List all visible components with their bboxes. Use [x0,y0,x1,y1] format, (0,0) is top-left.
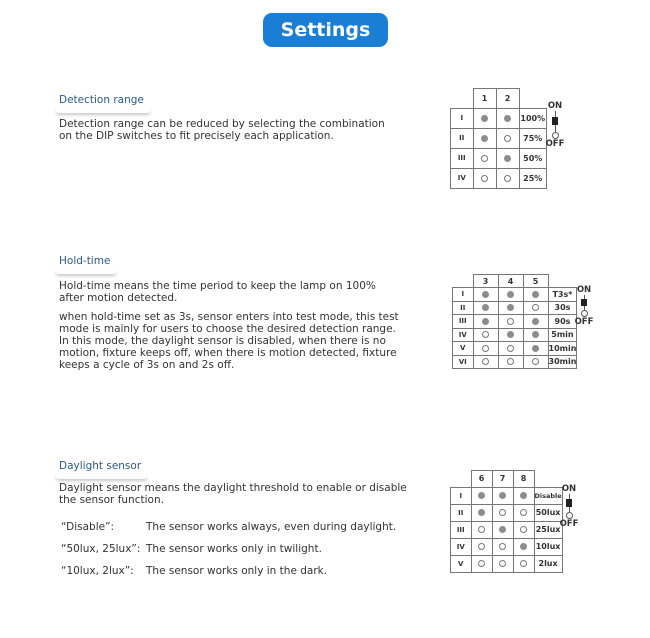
table-row [453,288,577,302]
switch-on-label: ON [576,285,592,295]
switch-state-cell [498,328,523,342]
hollow-dot-icon [532,304,539,311]
hollow-dot-icon [478,560,485,567]
filled-dot-icon [481,135,488,142]
table-row [453,328,577,342]
switch-number-header: 1 [473,89,496,109]
row-number-cell: VI [453,355,474,369]
switch-state-cell [471,555,492,572]
filled-dot-icon [520,492,527,499]
switch-state-cell [513,487,534,504]
hollow-dot-icon [504,175,511,182]
row-number-cell: IV [453,328,474,342]
switch-state-cell [523,288,548,302]
switch-state-cell [496,108,519,128]
hollow-dot-icon [507,358,514,365]
switch-on-label: ON [547,101,563,111]
switch-state-cell [473,128,496,148]
row-number-cell: III [453,315,474,329]
switch-number-header: 4 [498,275,523,288]
daylight-mode-key: “10lux, 2lux”: [61,565,134,577]
page-title: Settings [263,13,388,47]
switch-number-header: 3 [473,275,498,288]
switch-state-cell [496,148,519,168]
hollow-dot-icon [478,526,485,533]
daylight-mode-key: “Disable”: [61,521,115,533]
setting-value-cell: 30min [548,355,577,369]
daylight-description: Daylight sensor means the daylight threshold to enable or disable the sensor function. [59,482,407,506]
table-row [451,148,547,168]
filled-dot-icon [504,115,511,122]
filled-dot-icon [532,291,539,298]
hollow-dot-icon [482,358,489,365]
row-number-cell: I [451,487,472,504]
row-number-cell: V [451,555,472,572]
row-number-cell: II [451,504,472,521]
filled-dot-icon [499,526,506,533]
setting-value-cell: 30s [548,301,577,315]
hollow-dot-icon [499,560,506,567]
hollow-dot-icon [520,526,527,533]
setting-value-cell: 50% [519,148,547,168]
filled-dot-icon [532,345,539,352]
row-number-cell: I [451,108,474,128]
header-blank-cell [519,89,547,109]
hollow-dot-icon [499,509,506,516]
switch-number-header: 7 [492,471,513,488]
filled-dot-icon [507,291,514,298]
switch-state-cell [473,328,498,342]
dip-table-daylight-sensor [450,470,563,573]
table-row [451,168,547,188]
setting-value-cell: 10lux [534,538,562,555]
table-row [451,555,563,572]
hollow-dot-icon [482,345,489,352]
filled-dot-icon [478,509,485,516]
section-label-detection-range: Detection range [59,94,144,109]
filled-dot-icon [532,331,539,338]
row-number-cell: IV [451,538,472,555]
hollow-dot-icon [499,543,506,550]
table-row [451,521,563,538]
daylight-mode-key: “50lux, 25lux”: [61,543,141,555]
hollow-dot-icon [532,358,539,365]
switch-state-cell [498,355,523,369]
switch-state-cell [471,521,492,538]
header-blank-cell [548,275,577,288]
hollow-dot-icon [478,543,485,550]
table-row [451,538,563,555]
switch-state-cell [473,355,498,369]
switch-state-cell [471,487,492,504]
switch-state-cell [492,555,513,572]
daylight-mode-desc: The sensor works only in twilight. [146,543,322,555]
row-number-cell: II [453,301,474,315]
setting-value-cell: 2lux [534,555,562,572]
switch-state-cell [523,328,548,342]
hollow-dot-icon [507,345,514,352]
switch-state-cell [473,108,496,128]
setting-value-cell: 50lux [534,504,562,521]
dip-table-hold-time [452,274,577,369]
setting-value-cell: 25lux [534,521,562,538]
header-blank-cell [451,471,472,488]
switch-state-cell [496,128,519,148]
table-row [453,301,577,315]
hollow-dot-icon [520,560,527,567]
switch-state-cell [473,342,498,356]
filled-dot-icon [507,331,514,338]
dip-table-detection-range [450,88,547,189]
hollow-dot-icon [507,318,514,325]
switch-state-cell [473,288,498,302]
section-label-hold-time: Hold-time [59,255,110,270]
switch-number-header: 2 [496,89,519,109]
table-row [451,128,547,148]
switch-number-header: 6 [471,471,492,488]
switch-state-cell [513,521,534,538]
dip-switch-icon [559,484,579,529]
dip-switch-icon [574,285,594,327]
hollow-dot-icon [520,509,527,516]
switch-state-cell [523,355,548,369]
switch-state-cell [492,487,513,504]
filled-dot-icon [482,291,489,298]
switch-state-cell [498,288,523,302]
switch-state-cell [492,504,513,521]
filled-dot-icon [481,115,488,122]
switch-state-cell [513,538,534,555]
switch-off-label: OFF [559,519,579,529]
hollow-dot-icon [482,331,489,338]
row-number-cell: V [453,342,474,356]
filled-dot-icon [482,318,489,325]
switch-state-cell [498,342,523,356]
filled-dot-icon [520,543,527,550]
header-blank-cell [534,471,562,488]
setting-value-cell: T3s* [548,288,577,302]
row-number-cell: I [453,288,474,302]
header-blank-cell [451,89,474,109]
row-number-cell: III [451,148,474,168]
switch-state-cell [473,168,496,188]
switch-state-cell [473,301,498,315]
hold-time-description: Hold-time means the time period to keep the lamp on 100% after motion detected. [59,280,376,304]
switch-state-cell [492,521,513,538]
switch-off-label: OFF [574,317,594,327]
filled-dot-icon [482,304,489,311]
filled-dot-icon [478,492,485,499]
table-row [453,315,577,329]
table-row [451,108,547,128]
switch-state-cell [473,315,498,329]
filled-dot-icon [532,318,539,325]
detection-description: Detection range can be reduced by selecting the combination on the DIP switches to fit precisely each application. [59,118,385,142]
hold-time-test-mode-note: when hold-time set as 3s, sensor enters into test mode, this test mode is mainly for users to choose the desired detection range. In this mode, the daylight sensor is disabled, when there is no motion, fixture keeps off, when there is motion detected, fixture keeps a cycle of 3s on and 2s off. [59,311,399,371]
switch-state-cell [492,538,513,555]
header-blank-cell [453,275,474,288]
table-row [451,487,563,504]
row-number-cell: IV [451,168,474,188]
switch-state-cell [471,538,492,555]
daylight-mode-desc: The sensor works always, even during daylight. [146,521,397,533]
setting-value-cell: 90s [548,315,577,329]
setting-value-cell: 25% [519,168,547,188]
filled-dot-icon [499,492,506,499]
switch-state-cell [523,342,548,356]
switch-state-cell [473,148,496,168]
switch-number-header: 5 [523,275,548,288]
setting-value-cell: 10min [548,342,577,356]
switch-number-header: 8 [513,471,534,488]
section-label-daylight-sensor: Daylight sensor [59,460,141,475]
setting-value-cell: 75% [519,128,547,148]
row-number-cell: III [451,521,472,538]
switch-on-label: ON [561,484,577,494]
switch-state-cell [523,301,548,315]
setting-value-cell: 100% [519,108,547,128]
filled-dot-icon [504,155,511,162]
switch-state-cell [513,504,534,521]
switch-state-cell [498,315,523,329]
switch-state-cell [513,555,534,572]
setting-value-cell: 5min [548,328,577,342]
filled-dot-icon [507,304,514,311]
hollow-dot-icon [504,135,511,142]
row-number-cell: II [451,128,474,148]
switch-state-cell [498,301,523,315]
daylight-mode-desc: The sensor works only in the dark. [146,565,328,577]
table-row [451,504,563,521]
switch-state-cell [523,315,548,329]
switch-state-cell [496,168,519,188]
switch-state-cell [471,504,492,521]
dip-switch-icon [545,101,565,149]
hollow-dot-icon [481,155,488,162]
table-row [453,355,577,369]
table-row [453,342,577,356]
switch-off-label: OFF [545,139,565,149]
hollow-dot-icon [481,175,488,182]
setting-value-cell: Disable [534,487,562,504]
